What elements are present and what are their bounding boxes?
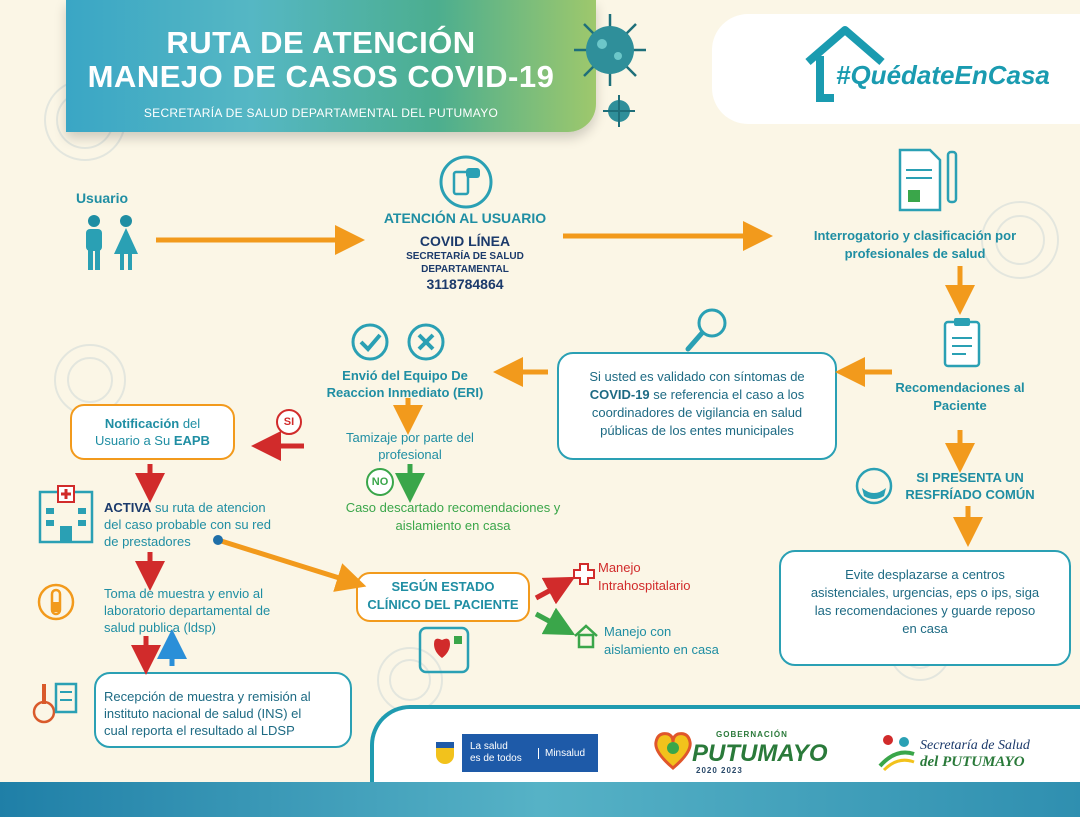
gobernacion-label: GOBERNACIÓN [716, 730, 788, 739]
putumayo-label: PUTUMAYO [692, 740, 828, 767]
no-label: NO [371, 476, 389, 488]
notificacion-bold: Notificación [104, 416, 180, 431]
secretaria-line1: SECRETARÍA DE SALUD [406, 251, 524, 262]
years-label: 2020 2023 [696, 766, 743, 775]
tamizaje-line2: profesional [378, 447, 442, 462]
recomendaciones-line1: Recomendaciones al [895, 380, 1025, 395]
secretaria-line2: DEPARTAMENTAL [421, 264, 509, 275]
casa-line2: aislamiento en casa [604, 642, 719, 657]
toma-line1: Toma de muestra y envio al [104, 586, 263, 601]
activa-line3: de prestadores [104, 534, 191, 549]
colombia-shield-icon [428, 734, 462, 772]
activa-bold: ACTIVA [104, 500, 152, 515]
recepcion-line2: instituto nacional de salud (INS) el [104, 706, 302, 721]
minsalud-logo [428, 734, 598, 772]
covid-linea: COVID LÍNEA [419, 233, 511, 249]
page-title-line1: RUTA DE ATENCIÓN [166, 25, 476, 60]
tamizaje-line1: Tamizaje por parte del [346, 430, 474, 445]
interrogatorio-line2: profesionales de salud [844, 246, 986, 261]
secretaria-emblem-icon [876, 730, 918, 774]
atencion-title: ATENCIÓN AL USUARIO [383, 210, 547, 226]
activa-line2: del caso probable con su red [104, 517, 271, 532]
descartado-line2: aislamiento en casa [395, 518, 511, 533]
page-title-line2: MANEJO DE CASOS COVID-19 [87, 59, 555, 94]
evite-line1: Evite desplazarse a centros [845, 567, 1005, 582]
secretaria-logo-line2: del PUTUMAYO [920, 754, 1025, 770]
notificacion-line2-pre: Usuario a Su [95, 433, 174, 448]
evite-line2: asistenciales, urgencias, eps o ips, siga [810, 585, 1040, 600]
putumayo-heart-icon [652, 728, 694, 772]
validado-line3: coordinadores de vigilancia en salud [591, 405, 803, 420]
recepcion-line1: Recepción de muestra y remisión al [104, 689, 311, 704]
minsalud-tag: Minsalud [538, 748, 585, 759]
envio-line1: Envió del Equipo De [342, 368, 468, 383]
evite-line4: en casa [902, 621, 948, 636]
descartado-line1: Caso descartado recomendaciones y [345, 500, 561, 515]
phone-number: 3118784864 [426, 276, 504, 292]
recomendaciones-line2: Paciente [933, 398, 987, 413]
validado-line4: públicas de los entes municipales [600, 423, 794, 438]
casa-line1: Manejo con [604, 624, 672, 639]
resfriado-line2: RESFRÍADO COMÚN [905, 487, 1035, 502]
minsalud-line1: La salud [470, 741, 508, 752]
validado-line1: Si usted es validado con síntomas de [589, 369, 805, 384]
segun-line1: SEGÚN ESTADO [391, 579, 495, 594]
validado-line2-rest: se referencia el caso a los [649, 387, 805, 402]
usuario-label: Usuario [75, 190, 129, 206]
intra-line2: Intrahospitalario [598, 578, 691, 593]
evite-line3: las recomendaciones y guarde reposo [814, 603, 1036, 618]
page-subtitle: SECRETARÍA DE SALUD DEPARTAMENTAL DEL PUTUMAYO [143, 106, 499, 120]
activa-rest: su ruta de atencion [151, 500, 266, 515]
resfriado-line1: SI PRESENTA UN [916, 470, 1024, 485]
toma-line2: laboratorio departamental de [104, 603, 271, 618]
notificacion-rest: del [179, 416, 201, 431]
hashtag-text: #QuédateEnCasa [836, 60, 1050, 90]
footer-band [0, 782, 1080, 817]
interrogatorio-line1: Interrogatorio y clasificación por [813, 228, 1017, 243]
segun-line2: CLÍNICO DEL PACIENTE [367, 597, 519, 612]
toma-line3: salud publica (ldsp) [104, 620, 217, 635]
recepcion-line3: cual reporta el resultado al LDSP [104, 723, 295, 738]
envio-line2: Reaccion Inmediato (ERI) [326, 385, 484, 400]
si-label: SI [283, 416, 295, 428]
secretaria-logo-line1: Secretaría de Salud [920, 738, 1030, 753]
covid-bold: COVID-19 [589, 387, 650, 402]
eapb-bold: EAPB [173, 433, 210, 448]
intra-line1: Manejo [598, 560, 641, 575]
minsalud-line2: es de todos [470, 753, 522, 764]
